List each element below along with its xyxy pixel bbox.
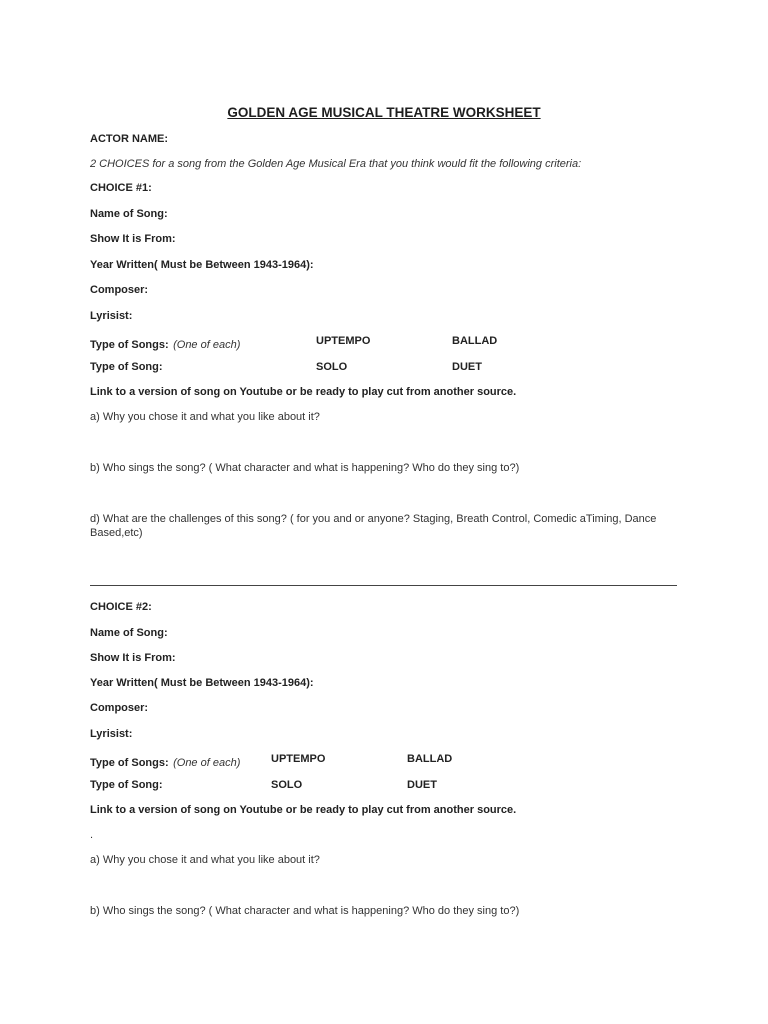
choice1-song-name-label: Name of Song: xyxy=(90,208,168,220)
choice2-composer-label: Composer: xyxy=(90,702,149,714)
section-separator xyxy=(90,585,677,586)
actor-name-label: ACTOR NAME: xyxy=(90,133,169,145)
choice1-option-ballad: BALLAD xyxy=(452,335,498,347)
choice2-type-songs-label: Type of Songs: xyxy=(90,757,169,769)
choice2-dot: . xyxy=(90,829,94,841)
choice2-show-label: Show It is From: xyxy=(90,652,176,664)
choice1-question-d: d) What are the challenges of this song? ( for you and or anyone? Staging, Breath Control, Comedic aTiming, Dance Based,etc) xyxy=(90,513,657,539)
choice2-heading: CHOICE #2: xyxy=(90,601,152,613)
choice1-type-songs-note: (One of each) xyxy=(173,339,241,351)
choice1-type-song-label: Type of Song: xyxy=(90,361,163,373)
worksheet-title: GOLDEN AGE MUSICAL THEATRE WORKSHEET xyxy=(227,105,541,120)
choice2-type-song-label: Type of Song: xyxy=(90,779,163,791)
choice2-type-songs-note: (One of each) xyxy=(173,757,241,769)
choice1-show-label: Show It is From: xyxy=(90,233,176,245)
choice1-option-duet: DUET xyxy=(452,361,482,373)
choice1-link-label: Link to a version of song on Youtube or be ready to play cut from another source. xyxy=(90,386,517,398)
choice1-question-a: a) Why you chose it and what you like about it? xyxy=(90,411,320,423)
choice2-year-label: Year Written( Must be Between 1943-1964): xyxy=(90,677,314,689)
choice1-type-songs-label: Type of Songs: xyxy=(90,339,169,351)
choice1-composer-label: Composer: xyxy=(90,284,149,296)
choice2-question-a: a) Why you chose it and what you like about it? xyxy=(90,854,320,866)
choice1-heading: CHOICE #1: xyxy=(90,182,152,194)
choice1-question-b: b) Who sings the song? ( What character and what is happening? Who do they sing to?) xyxy=(90,462,520,474)
instructions-text: 2 CHOICES for a song from the Golden Age Musical Era that you think would fit the following criteria: xyxy=(90,158,582,170)
choice1-option-solo: SOLO xyxy=(316,361,348,373)
choice2-option-duet: DUET xyxy=(407,779,437,791)
choice2-option-solo: SOLO xyxy=(271,779,303,791)
choice2-lyricist-label: Lyrisist: xyxy=(90,728,133,740)
choice1-type-songs-row xyxy=(90,335,240,353)
choice1-lyricist-label: Lyrisist: xyxy=(90,310,133,322)
choice2-type-songs-row xyxy=(90,753,240,771)
choice2-question-b: b) Who sings the song? ( What character and what is happening? Who do they sing to?) xyxy=(90,905,520,917)
choice1-year-label: Year Written( Must be Between 1943-1964): xyxy=(90,259,314,271)
choice2-link-label: Link to a version of song on Youtube or be ready to play cut from another source. xyxy=(90,804,517,816)
choice1-option-uptempo: UPTEMPO xyxy=(316,335,371,347)
choice2-option-uptempo: UPTEMPO xyxy=(271,753,326,765)
choice2-song-name-label: Name of Song: xyxy=(90,627,168,639)
choice2-option-ballad: BALLAD xyxy=(407,753,453,765)
